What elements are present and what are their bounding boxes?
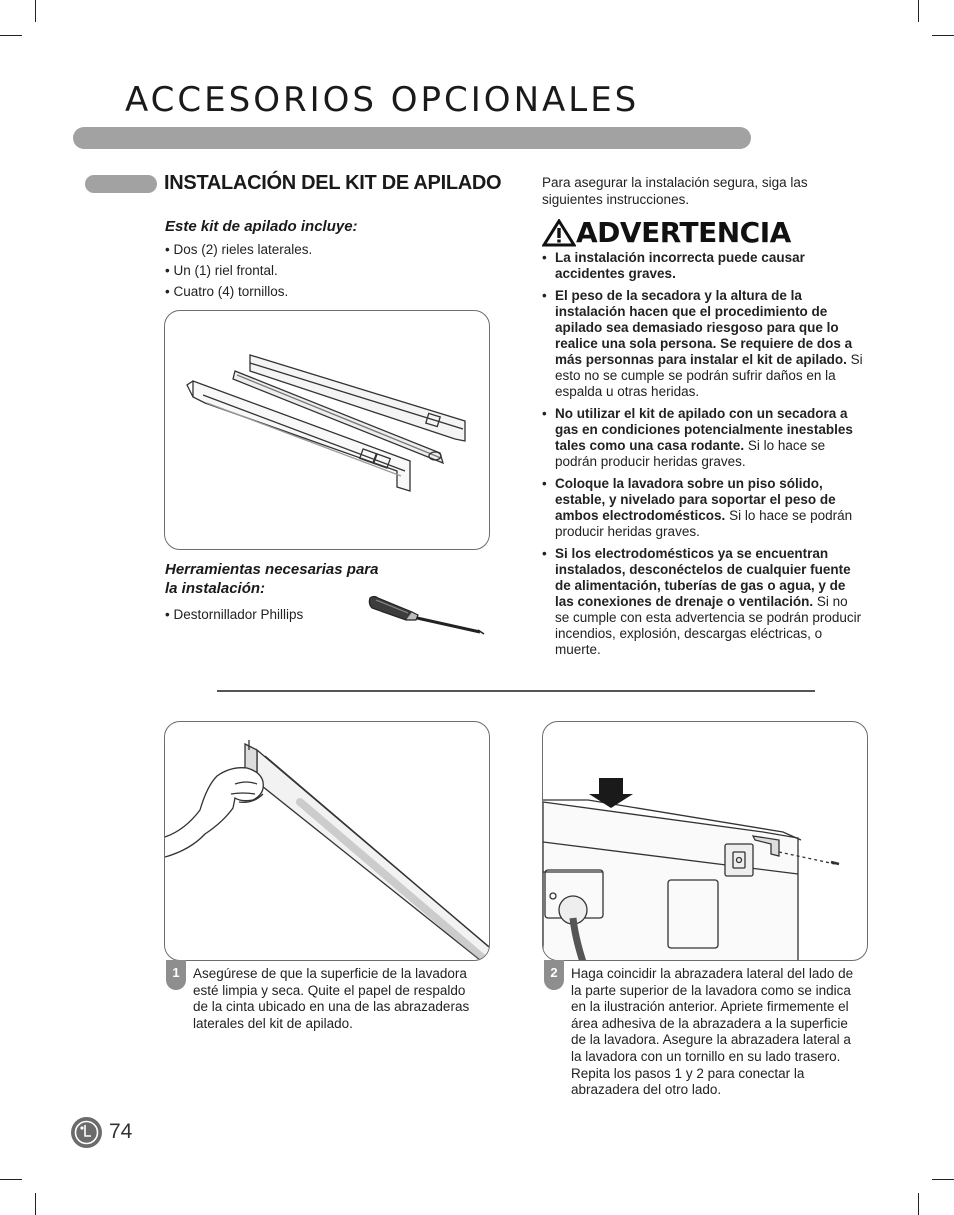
kit-heading: Este kit de apilado incluye: [165,218,358,235]
list-item: • Destornillador Phillips [165,604,303,625]
warning-bold: Coloque la lavadora sobre un piso sólido, estable, y nivelado para soportar el peso de ambos electrodomésticos. [555,476,836,523]
warning-normal: Si no se cumple con esta advertencia se podrán producir incendios, explosión, descargas eléctricas, o muerte. [555,594,862,657]
warning-bold: La instalación incorrecta puede causar accidentes graves. [555,250,805,281]
step1-text: Asegúrese de que la superficie de la lavadora esté limpia y seca. Quite el papel de respaldo de la cinta ubicado en una de las abrazaderas laterales del kit de apilado. [193,966,470,1031]
step2-text: Haga coincidir la abrazadera lateral del lado de la parte superior de la lavadora como se indica en la ilustración anterior. Apriete firmemente el área adhesiva de la abrazadera a la superficie de la lavadora. Asegure la abrazadera lateral a la lavadora con un tornillo en su lado trasero. Repita los pasos 1 y 2 para conectar la abrazadera del otro lado. [571,966,854,1098]
divider [217,690,815,692]
list-item [542,476,864,540]
list-item [542,250,864,282]
list-item: • Dos (2) rieles laterales. [165,239,312,260]
title-bar [73,127,751,149]
warning-normal: Si lo hace se podrán producir heridas graves. [555,438,826,469]
step1-illustration [165,722,489,960]
rails-illustration [165,311,489,549]
tools-list [165,604,303,625]
crop-mark [932,35,954,36]
warning-normal: Si esto no se cumple se podrán sufrir daños en la espalda u otras heridas. [555,352,863,399]
warning-icon [542,219,576,247]
crop-mark [35,1193,36,1215]
crop-mark [932,1179,954,1180]
crop-mark [35,0,36,22]
warning-bold: El peso de la secadora y la altura de la instalación hacen que el procedimiento de apilado sea demasiado riesgoso para que lo realice una sola persona. Se requiere de dos a más personnas para instalar el kit de apilado. [555,288,853,367]
tools-heading-line: Herramientas necesarias para [165,561,379,578]
crop-mark [918,0,919,22]
warning-list [542,250,864,664]
section-pill [85,175,157,193]
intro-text: Para asegurar la instalación segura, siga las siguientes instrucciones. [542,175,808,207]
kit-illustration-box [164,310,490,550]
kit-list [165,239,312,302]
page-title: ACCESORIOS OPCIONALES [125,80,640,120]
step2-illustration [543,722,867,960]
screwdriver-icon [366,588,488,636]
lg-logo-icon [71,1117,102,1148]
page-number: 74 [109,1120,133,1143]
warning-title [542,216,791,249]
step2-badge: 2 [544,960,564,990]
section-title: INSTALACIÓN DEL KIT DE APILADO [164,172,502,194]
lg-logo [71,1117,102,1148]
crop-mark [0,35,22,36]
tools-heading [165,560,378,598]
warning-bold: Si los electrodomésticos ya se encuentran instalados, desconéctelos de cualquier fuente de alimentación, tuberías de gas o agua, y de las conexiones de drenaje o ventilación. [555,546,851,609]
list-item [542,546,864,658]
list-item: • Un (1) riel frontal. [165,260,312,281]
step1-illustration-box [164,721,490,961]
warning-normal: Si lo hace se podrán producir heridas graves. [555,508,853,539]
warning-bold: No utilizar el kit de apilado con un secadora a gas en condiciones potencialmente inestables tales como una casa rodante. [555,406,853,453]
list-item [542,288,864,400]
crop-mark [0,1179,22,1180]
tools-heading-line: la instalación: [165,580,266,597]
warning-title-text: ADVERTENCIA [576,216,791,249]
list-item: • Cuatro (4) tornillos. [165,281,312,302]
step1-badge: 1 [166,960,186,990]
list-item [542,406,864,470]
crop-mark [918,1193,919,1215]
step2-illustration-box [542,721,868,961]
